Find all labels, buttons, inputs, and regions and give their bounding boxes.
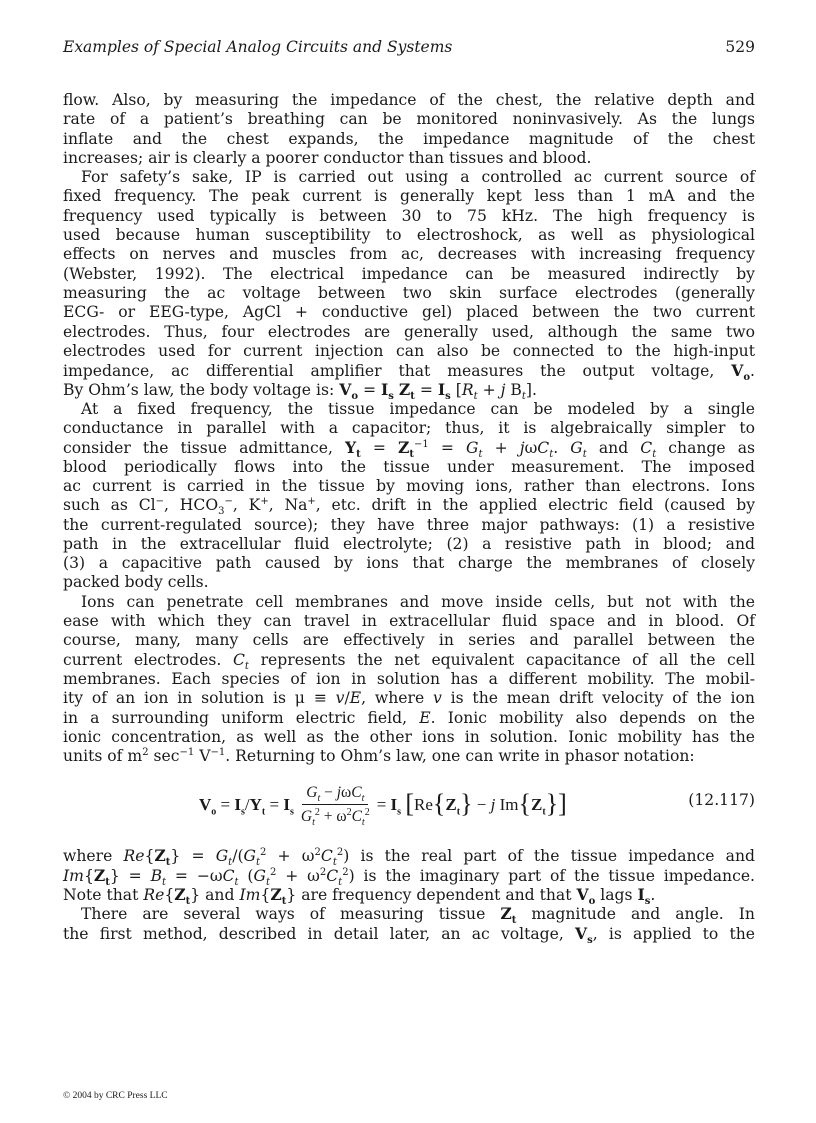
text-line: (3) a capacitive path caused by ions that charge the membranes of closely xyxy=(63,554,755,573)
text-line: There are several ways of measuring tissue $Z_t$ magnitude and angle. In xyxy=(81,904,755,927)
text-line: units of $m^2$ $\sec^{-1} V^{-1}$. Returning to Ohm’s law, one can write in phasor notation: xyxy=(63,746,695,766)
text-run: are frequency dependent and that xyxy=(301,885,572,904)
text-run: represents the net equivalent capacitance of all the cell xyxy=(260,650,755,669)
text-run: is the real part of the tissue impedance and xyxy=(360,847,755,866)
text-line: ECG- or EEG-type, AgCl + conductive gel) placed between the two current xyxy=(63,303,755,322)
page-number: 529 xyxy=(725,38,755,56)
text-line: measuring the ac voltage between two skin surface electrodes (generally xyxy=(63,283,755,302)
text-line: the current-regulated source); they have three major pathways: (1) a resistive xyxy=(63,515,755,534)
copyright-footer: © 2004 by CRC Press LLC xyxy=(63,1091,168,1101)
text-run: , Na xyxy=(268,496,308,515)
text-run: sec xyxy=(153,747,180,766)
equation-12-117 xyxy=(63,774,755,836)
text-line: For safety’s sake, IP is carried out using a controlled ac current source of xyxy=(81,168,755,187)
text-line: frequency used typically is between 30 to 75 kHz. The high frequency is xyxy=(63,206,755,225)
text-run: is the mean drift velocity of the ion xyxy=(450,689,755,708)
text-line: By Ohm’s law, the body voltage is: $V_o = I_s$ $Z_t = I_s$ [$R_t + j$ $B_t$]. xyxy=(63,380,537,403)
text-line: blood periodically flows into the tissue under measurement. The imposed xyxy=(63,457,755,476)
text-run: in a surrounding uniform electric field, xyxy=(63,708,408,727)
text-line: current electrodes. $C_t$ represents the net equivalent capacitance of all the cell xyxy=(63,650,755,672)
text-line: course, many, many cells are effectively in series and parallel between the xyxy=(63,631,755,650)
text-run: , etc. drift in the applied electric field (caused by xyxy=(315,496,755,515)
text-line: membranes. Each species of ion in solution has a different mobility. The mobil- xyxy=(63,669,755,688)
text-run: By Ohm’s law, the body voltage is: xyxy=(63,381,335,400)
text-run: , is applied to the xyxy=(592,924,755,943)
text-line: increases; air is clearly a poorer conductor than tissues and blood. xyxy=(63,148,592,167)
text-run: There are several ways of measuring tissue xyxy=(81,905,486,924)
text-line: packed body cells. xyxy=(63,573,209,592)
text-line: (Webster, 1992). The electrical impedance can be measured indirectly by xyxy=(63,264,755,283)
text-run: the first method, described in detail later, an ac voltage, xyxy=(63,924,564,943)
text-run: , HCO xyxy=(164,496,219,515)
text-line: ac current is carried in the tissue by moving ions, rather than electrons. Ions xyxy=(63,476,755,495)
text-line: such as Cl−, $HCO_3^-$, K+, Na+, etc. drift in the applied electric field (caused by xyxy=(63,496,755,518)
equation-body: $V_o$ = $I_s$ / $Y_t$ = $I_s$ $\frac{G_t - j\omega C_t}{G_t^2 + \omega^2C_t^2}$ = $I_s$ [ Re { $Z_t$ } − j Im { $Z_t$ } ] xyxy=(199,783,567,828)
text-run: where xyxy=(63,847,113,866)
text-line: path in the extracellular fluid electrolyte; (2) a resistive path in blood; and xyxy=(63,534,755,553)
text-line: ease with which they can travel in extracellular fluid space and in blood. Of xyxy=(63,612,755,631)
text-run: ity of an ion in solution is μ ≡ xyxy=(63,689,327,708)
text-line: Ions can penetrate cell membranes and move inside cells, but not with the xyxy=(81,592,755,611)
equation-number: (12.117) xyxy=(688,791,755,810)
text-line: used because human susceptibility to electroshock, as well as physiological xyxy=(63,226,755,245)
text-line: conductance in parallel with a capacitor; thus, it is algebraically simpler to xyxy=(63,419,755,438)
text-run: units of m xyxy=(63,747,143,766)
text-line: consider the tissue admittance, $Y_t = Z_t^{-1} = G_t + j\omega C_t$. $G_t$ and $C_t$ change as xyxy=(63,438,755,461)
text-line: ionic concentration, as well as the other ions in solution. Ionic mobility has the xyxy=(63,727,755,746)
text-run: . Ionic mobility also depends on the xyxy=(430,708,755,727)
text-line: electrodes used for current injection can also be connected to the high-input xyxy=(63,341,755,360)
text-line: inflate and the chest expands, the impedance magnitude of the chest xyxy=(63,129,755,148)
text-run: change as xyxy=(668,439,755,458)
text-run: , K xyxy=(232,496,261,515)
text-line: the first method, described in detail later, an ac voltage, $V_s$, is applied to the xyxy=(63,923,755,946)
text-line: in a surrounding uniform electric field, E. Ionic mobility also depends on the xyxy=(63,708,755,727)
body-text xyxy=(63,91,756,946)
text-line: At a fixed frequency, the tissue impedance can be modeled by a single xyxy=(81,399,755,418)
text-run: consider the tissue admittance, xyxy=(63,439,333,458)
text-line: $Im\{Z_t\} = B_t = -\omega C_t$ $(G_t^2 + \omega^2C_t^2)$ is the imaginary part of the tissue impedance. xyxy=(63,865,756,888)
text-run: lags xyxy=(600,885,633,904)
text-line: impedance, ac differential amplifier that measures the output voltage, $V_o$. xyxy=(63,361,755,384)
text-run: magnitude and angle. In xyxy=(531,905,755,924)
text-run: and xyxy=(205,885,235,904)
text-line: electrodes. Thus, four electrodes are generally used, although the same two xyxy=(63,322,755,341)
text-run: current electrodes. xyxy=(63,650,222,669)
text-line: flow. Also, by measuring the impedance of the chest, the relative depth and xyxy=(63,91,755,109)
text-run: impedance, ac differential amplifier that measures the output voltage, xyxy=(63,362,715,381)
text-run: where xyxy=(374,689,425,708)
symbol-V: $V_o$ xyxy=(731,361,751,384)
header-title: Examples of Special Analog Circuits and Systems xyxy=(63,38,453,56)
text-run: . Returning to Ohm’s law, one can write in phasor notation: xyxy=(225,747,695,766)
text-line: Note that $Re\{Z_t\}$ and $Im\{Z_t\}$ are frequency dependent and that $V_o$ lags $I_s$. xyxy=(63,884,656,908)
text-run: such as Cl xyxy=(63,496,156,515)
text-line: where $Re\{Z_t\} = G_t/(G_t^2 + \omega^2C_t^2)$ is the real part of the tissue impedance and xyxy=(63,846,755,869)
text-run: V xyxy=(199,747,211,766)
running-header xyxy=(63,38,755,60)
text-line: effects on nerves and muscles from ac, decreases with increasing frequency xyxy=(63,245,755,264)
text-line: rate of a patient’s breathing can be monitored noninvasively. As the lungs xyxy=(63,110,755,129)
text-run: is the imaginary part of the tissue impedance. xyxy=(363,866,756,885)
text-line: ity of an ion in solution is μ ≡ v/E, where v is the mean drift velocity of the ion xyxy=(63,689,755,708)
text-line: fixed frequency. The peak current is generally kept less than 1 mA and the xyxy=(63,187,755,206)
equation-fraction: $\frac{G_t - j\omega C_t}{G_t^2 + \omega^2C_t^2}$ xyxy=(300,783,370,828)
text-run: Note that xyxy=(63,885,139,904)
